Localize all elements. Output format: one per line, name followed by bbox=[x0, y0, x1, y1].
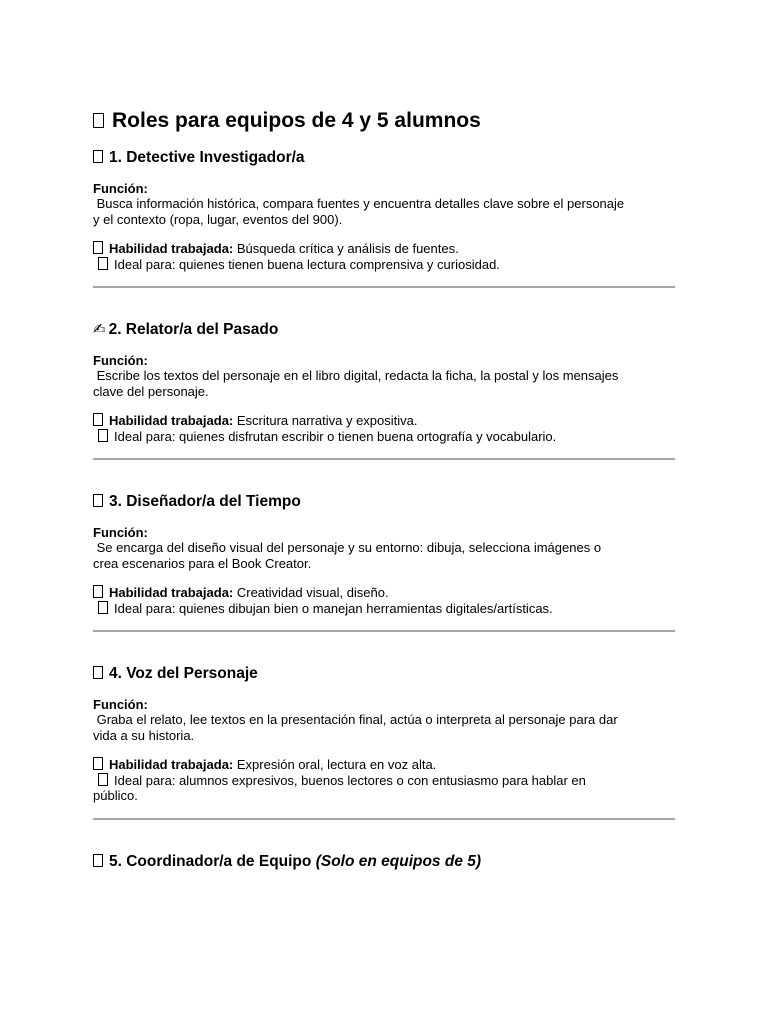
ideal-line bbox=[93, 773, 675, 789]
ideal-line bbox=[93, 601, 675, 617]
role-heading-4 bbox=[93, 664, 675, 684]
box-glyph-icon bbox=[93, 494, 103, 507]
role-heading-3 bbox=[93, 492, 675, 512]
box-glyph-icon bbox=[98, 429, 108, 442]
skill-line bbox=[93, 757, 675, 773]
section-divider bbox=[93, 630, 675, 632]
skill-text: Escritura narrativa y expositiva. bbox=[233, 413, 418, 428]
box-glyph-icon bbox=[93, 585, 103, 598]
box-glyph-icon bbox=[98, 601, 108, 614]
ideal-text: Ideal para: quienes disfrutan escribir o tienen buena ortografía y vocabulario. bbox=[114, 428, 557, 444]
ideal-text: Ideal para: quienes tienen buena lectura comprensiva y curiosidad. bbox=[114, 256, 500, 272]
page-title-text: Roles para equipos de 4 y 5 alumnos bbox=[112, 109, 481, 132]
ideal-text: Ideal para: alumnos expresivos, buenos lectores o con entusiasmo para hablar en bbox=[114, 772, 586, 788]
skill-label: Habilidad trabajada: bbox=[109, 757, 234, 772]
ideal-line-continued: público. bbox=[93, 788, 138, 803]
role-heading-text: 2. Relator/a del Pasado bbox=[108, 321, 279, 338]
box-glyph-icon bbox=[98, 773, 108, 786]
skill-text: Búsqueda crítica y análisis de fuentes. bbox=[233, 241, 459, 256]
role-note: (Solo en equipos de 5) bbox=[315, 852, 482, 870]
role-heading-2 bbox=[93, 320, 675, 340]
document-content bbox=[93, 107, 675, 872]
skill-line bbox=[93, 241, 675, 257]
function-label: Función: bbox=[93, 181, 148, 196]
skill-text: Expresión oral, lectura en voz alta. bbox=[233, 757, 437, 772]
role-section-3 bbox=[93, 492, 675, 632]
skill-label: Habilidad trabajada: bbox=[109, 413, 234, 428]
section-divider bbox=[93, 286, 675, 288]
section-divider bbox=[93, 818, 675, 820]
function-line: Se encarga del diseño visual del personaje y su entorno: dibuja, selecciona imágenes o bbox=[93, 540, 602, 555]
role-heading-text: 1. Detective Investigador/a bbox=[109, 149, 305, 166]
function-line: Escribe los textos del personaje en el libro digital, redacta la ficha, la postal y los mensajes bbox=[93, 368, 619, 383]
role-heading-5 bbox=[93, 852, 675, 872]
skill-line bbox=[93, 413, 675, 429]
role-section-2 bbox=[93, 320, 675, 460]
function-line: clave del personaje. bbox=[93, 383, 209, 399]
box-glyph-icon bbox=[93, 113, 104, 128]
pencil-icon: ✍ bbox=[93, 321, 106, 338]
role-heading-text: 5. Coordinador/a de Equipo bbox=[109, 852, 312, 870]
function-line: y el contexto (ropa, lugar, eventos del 900). bbox=[93, 211, 343, 227]
function-label: Función: bbox=[93, 525, 148, 540]
function-label: Función: bbox=[93, 697, 148, 712]
role-section-5 bbox=[93, 852, 675, 872]
function-label: Función: bbox=[93, 353, 148, 368]
role-heading-text: 4. Voz del Personaje bbox=[109, 665, 258, 682]
skill-line bbox=[93, 585, 675, 601]
ideal-line bbox=[93, 257, 675, 273]
role-heading-text: 3. Diseñador/a del Tiempo bbox=[109, 493, 301, 510]
page-title bbox=[93, 107, 675, 135]
box-glyph-icon bbox=[93, 666, 103, 679]
box-glyph-icon bbox=[93, 241, 103, 254]
role-heading-1 bbox=[93, 148, 675, 168]
box-glyph-icon bbox=[93, 413, 103, 426]
function-line: crea escenarios para el Book Creator. bbox=[93, 555, 312, 571]
skill-label: Habilidad trabajada: bbox=[109, 585, 234, 600]
role-section-4 bbox=[93, 664, 675, 820]
function-line: vida a su historia. bbox=[93, 727, 195, 743]
skill-text: Creatividad visual, diseño. bbox=[233, 585, 389, 600]
skill-label: Habilidad trabajada: bbox=[109, 241, 234, 256]
ideal-text: Ideal para: quienes dibujan bien o manejan herramientas digitales/artísticas. bbox=[114, 600, 553, 616]
role-section-1 bbox=[93, 148, 675, 288]
box-glyph-icon bbox=[93, 854, 103, 867]
function-line: Graba el relato, lee textos en la presentación final, actúa o interpreta al personaje para dar bbox=[93, 712, 618, 727]
ideal-line bbox=[93, 429, 675, 445]
box-glyph-icon bbox=[93, 757, 103, 770]
function-line: Busca información histórica, compara fuentes y encuentra detalles clave sobre el personaje bbox=[93, 196, 625, 211]
box-glyph-icon bbox=[93, 150, 103, 163]
box-glyph-icon bbox=[98, 257, 108, 270]
section-divider bbox=[93, 458, 675, 460]
